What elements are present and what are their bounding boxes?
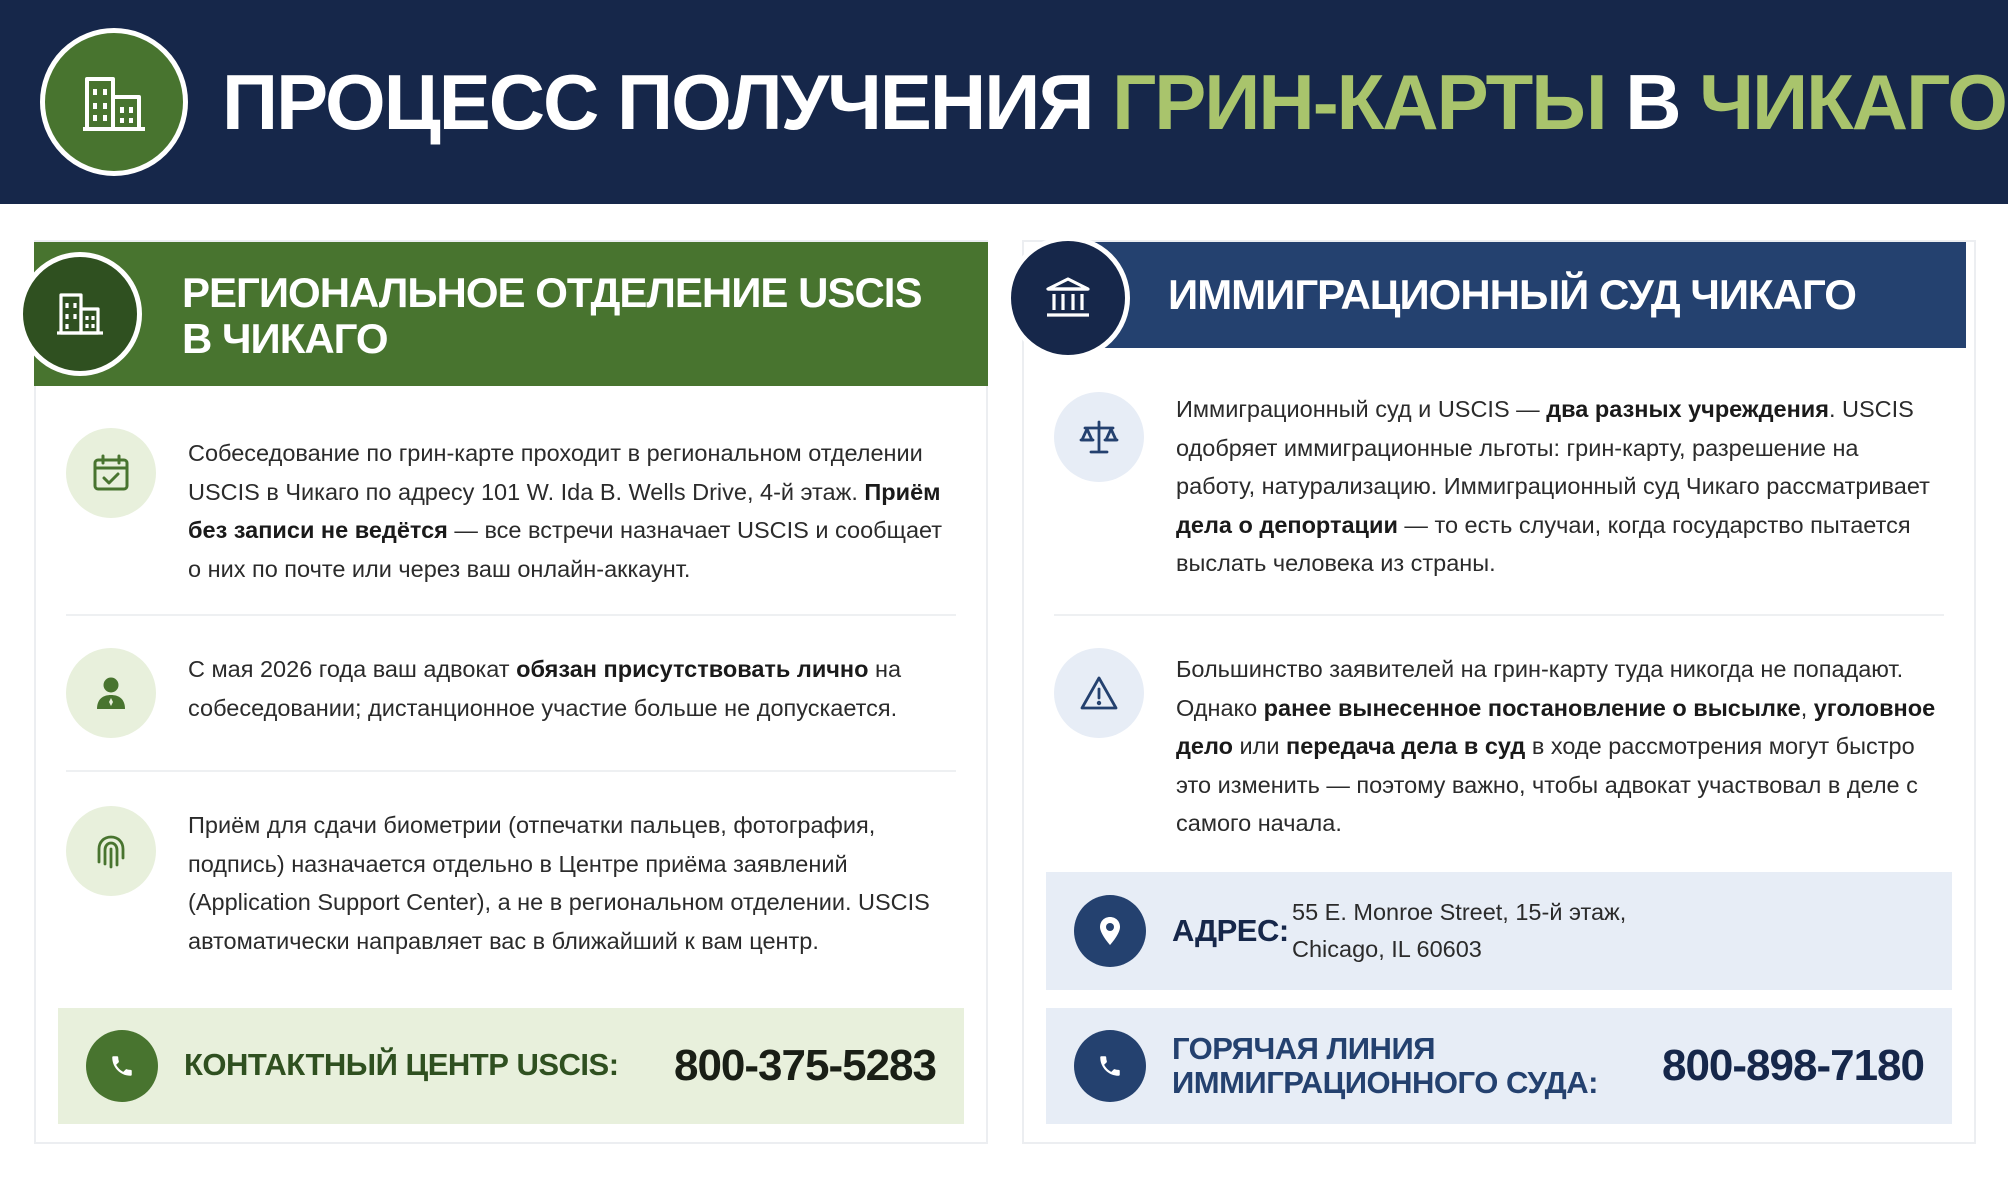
- uscis-office-badge: [18, 252, 142, 376]
- uscis-office-title: РЕГИОНАЛЬНОЕ ОТДЕЛЕНИЕ USCIS В ЧИКАГО: [182, 269, 922, 362]
- courthouse-icon: [1044, 276, 1092, 320]
- address-line-1: 55 E. Monroe Street, 15-й этаж,: [1292, 899, 1627, 925]
- text-bold-segment: обязан присутствовать лично: [516, 656, 869, 682]
- text-segment: Иммиграционный суд и USCIS —: [1176, 396, 1547, 422]
- divider: [66, 770, 956, 772]
- uscis-item-attorney-text: [188, 650, 956, 727]
- text-bold-segment: передача дела в суд: [1286, 733, 1526, 759]
- location-badge: [1074, 895, 1146, 967]
- text-segment: в ходе рассмотрения могут быстро это изменить — поэтому важно, чтобы адвокат участвовал в деле с самого начала.: [1176, 733, 1918, 836]
- court-address-bar: [1046, 872, 1952, 990]
- header-badge: [40, 28, 188, 176]
- title-part-2: В: [1605, 58, 1700, 146]
- person-icon: [94, 675, 128, 711]
- immigration-court-card: [1022, 240, 1976, 1144]
- item-icon-circle: [66, 428, 156, 518]
- uscis-item-attorney: [66, 646, 956, 766]
- uscis-item-biometrics: [66, 802, 956, 972]
- phone-badge: [1074, 1030, 1146, 1102]
- text-bold-segment: дела о депортации: [1176, 511, 1398, 538]
- title-accent-1: ГРИН-КАРТЫ: [1112, 58, 1606, 146]
- hotline-label-line-2: ИММИГРАЦИОННОГО СУДА:: [1172, 1065, 1598, 1100]
- text-bold-segment: ранее вынесенное постановление о высылке: [1263, 694, 1801, 721]
- title-part-1: ПРОЦЕСС ПОЛУЧЕНИЯ: [222, 58, 1113, 146]
- uscis-contact-label: КОНТАКТНЫЙ ЦЕНТР USCIS:: [184, 1047, 619, 1082]
- court-address-label: АДРЕС:: [1172, 913, 1289, 948]
- court-item-difference: [1054, 388, 1944, 588]
- immigration-court-title: ИММИГРАЦИОННЫЙ СУД ЧИКАГО: [1168, 271, 1856, 318]
- court-item-difference-text: [1176, 390, 1944, 583]
- uscis-contact-bar: [58, 1008, 964, 1124]
- text-bold-segment: два разных учреждения: [1546, 396, 1829, 422]
- court-item-warning: [1054, 646, 1944, 846]
- text-segment: — то есть случаи, когда государство пытается выслать человека из страны.: [1176, 511, 1911, 576]
- item-icon-circle: [66, 648, 156, 738]
- phone-icon: [109, 1053, 135, 1079]
- text-bold-segment: уголовное дело: [1176, 694, 1936, 759]
- court-hotline-label: [1172, 1032, 1598, 1100]
- item-icon-circle: [66, 806, 156, 896]
- divider: [66, 614, 956, 616]
- fingerprint-icon: [93, 832, 129, 870]
- uscis-item-interview-text: [188, 434, 956, 588]
- uscis-office-banner: [34, 242, 988, 386]
- text-segment: — все встречи назначает USCIS и сообщает о них по почте или через ваш онлайн-аккаунт.: [188, 517, 943, 582]
- address-line-2: Chicago, IL 60603: [1292, 936, 1482, 962]
- immigration-court-banner: [1088, 242, 1966, 348]
- buildings-icon: [81, 71, 147, 133]
- building-icon: [56, 291, 104, 337]
- immigration-court-badge: [1006, 236, 1130, 360]
- text-segment: на собеседовании; дистанционное участие больше не допускается.: [188, 656, 902, 721]
- court-hotline-number[interactable]: 800-898-7180: [1661, 1041, 1924, 1090]
- text-segment: С мая 2026 года ваш адвокат: [188, 656, 517, 682]
- divider: [1054, 614, 1944, 616]
- court-item-warning-text: [1176, 650, 1944, 843]
- uscis-office-card: [34, 240, 988, 1144]
- text-segment: или: [1232, 733, 1286, 759]
- text-segment: Большинство заявителей на грин-карту туда никогда не попадают. Однако: [1176, 656, 1904, 721]
- uscis-contact-number[interactable]: 800-375-5283: [673, 1041, 936, 1090]
- item-icon-circle: [1054, 648, 1144, 738]
- court-address-text: [1292, 894, 1626, 968]
- warning-icon: [1079, 675, 1119, 711]
- court-hotline-bar: [1046, 1008, 1952, 1124]
- page-header: [0, 0, 2008, 204]
- text-bold-segment: Приём без записи не ведётся: [188, 478, 941, 543]
- text-segment: Собеседование по грин-карте проходит в региональном отделении USCIS в Чикаго по адресу 101 W. Ida B. Wells Drive, 4-й этаж.: [188, 440, 923, 505]
- uscis-item-biometrics-text: Приём для сдачи биометрии (отпечатки пальцев, фотография, подпись) назначается отдельно в Центре приёма заявлений (Application Support Center), а не в региональном отделении. USCIS автоматически направляет вас в ближайший к вам центр.: [188, 812, 930, 954]
- uscis-item-interview: [66, 424, 956, 584]
- page-title: [222, 52, 2006, 152]
- calendar-check-icon: [91, 453, 131, 493]
- text-segment: ,: [1800, 694, 1814, 721]
- scales-icon: [1079, 418, 1119, 456]
- item-icon-circle: [1054, 392, 1144, 482]
- title-accent-2: ЧИКАГО: [1699, 58, 2006, 146]
- phone-badge: [86, 1030, 158, 1102]
- hotline-label-line-1: ГОРЯЧАЯ ЛИНИЯ: [1172, 1031, 1436, 1066]
- phone-icon: [1097, 1053, 1123, 1079]
- location-pin-icon: [1098, 916, 1122, 946]
- text-segment: . USCIS одобряет иммиграционные льготы: грин-карту, разрешение на работу, натурализацию. Иммиграционный суд Чикаго рассматривает: [1176, 396, 1930, 499]
